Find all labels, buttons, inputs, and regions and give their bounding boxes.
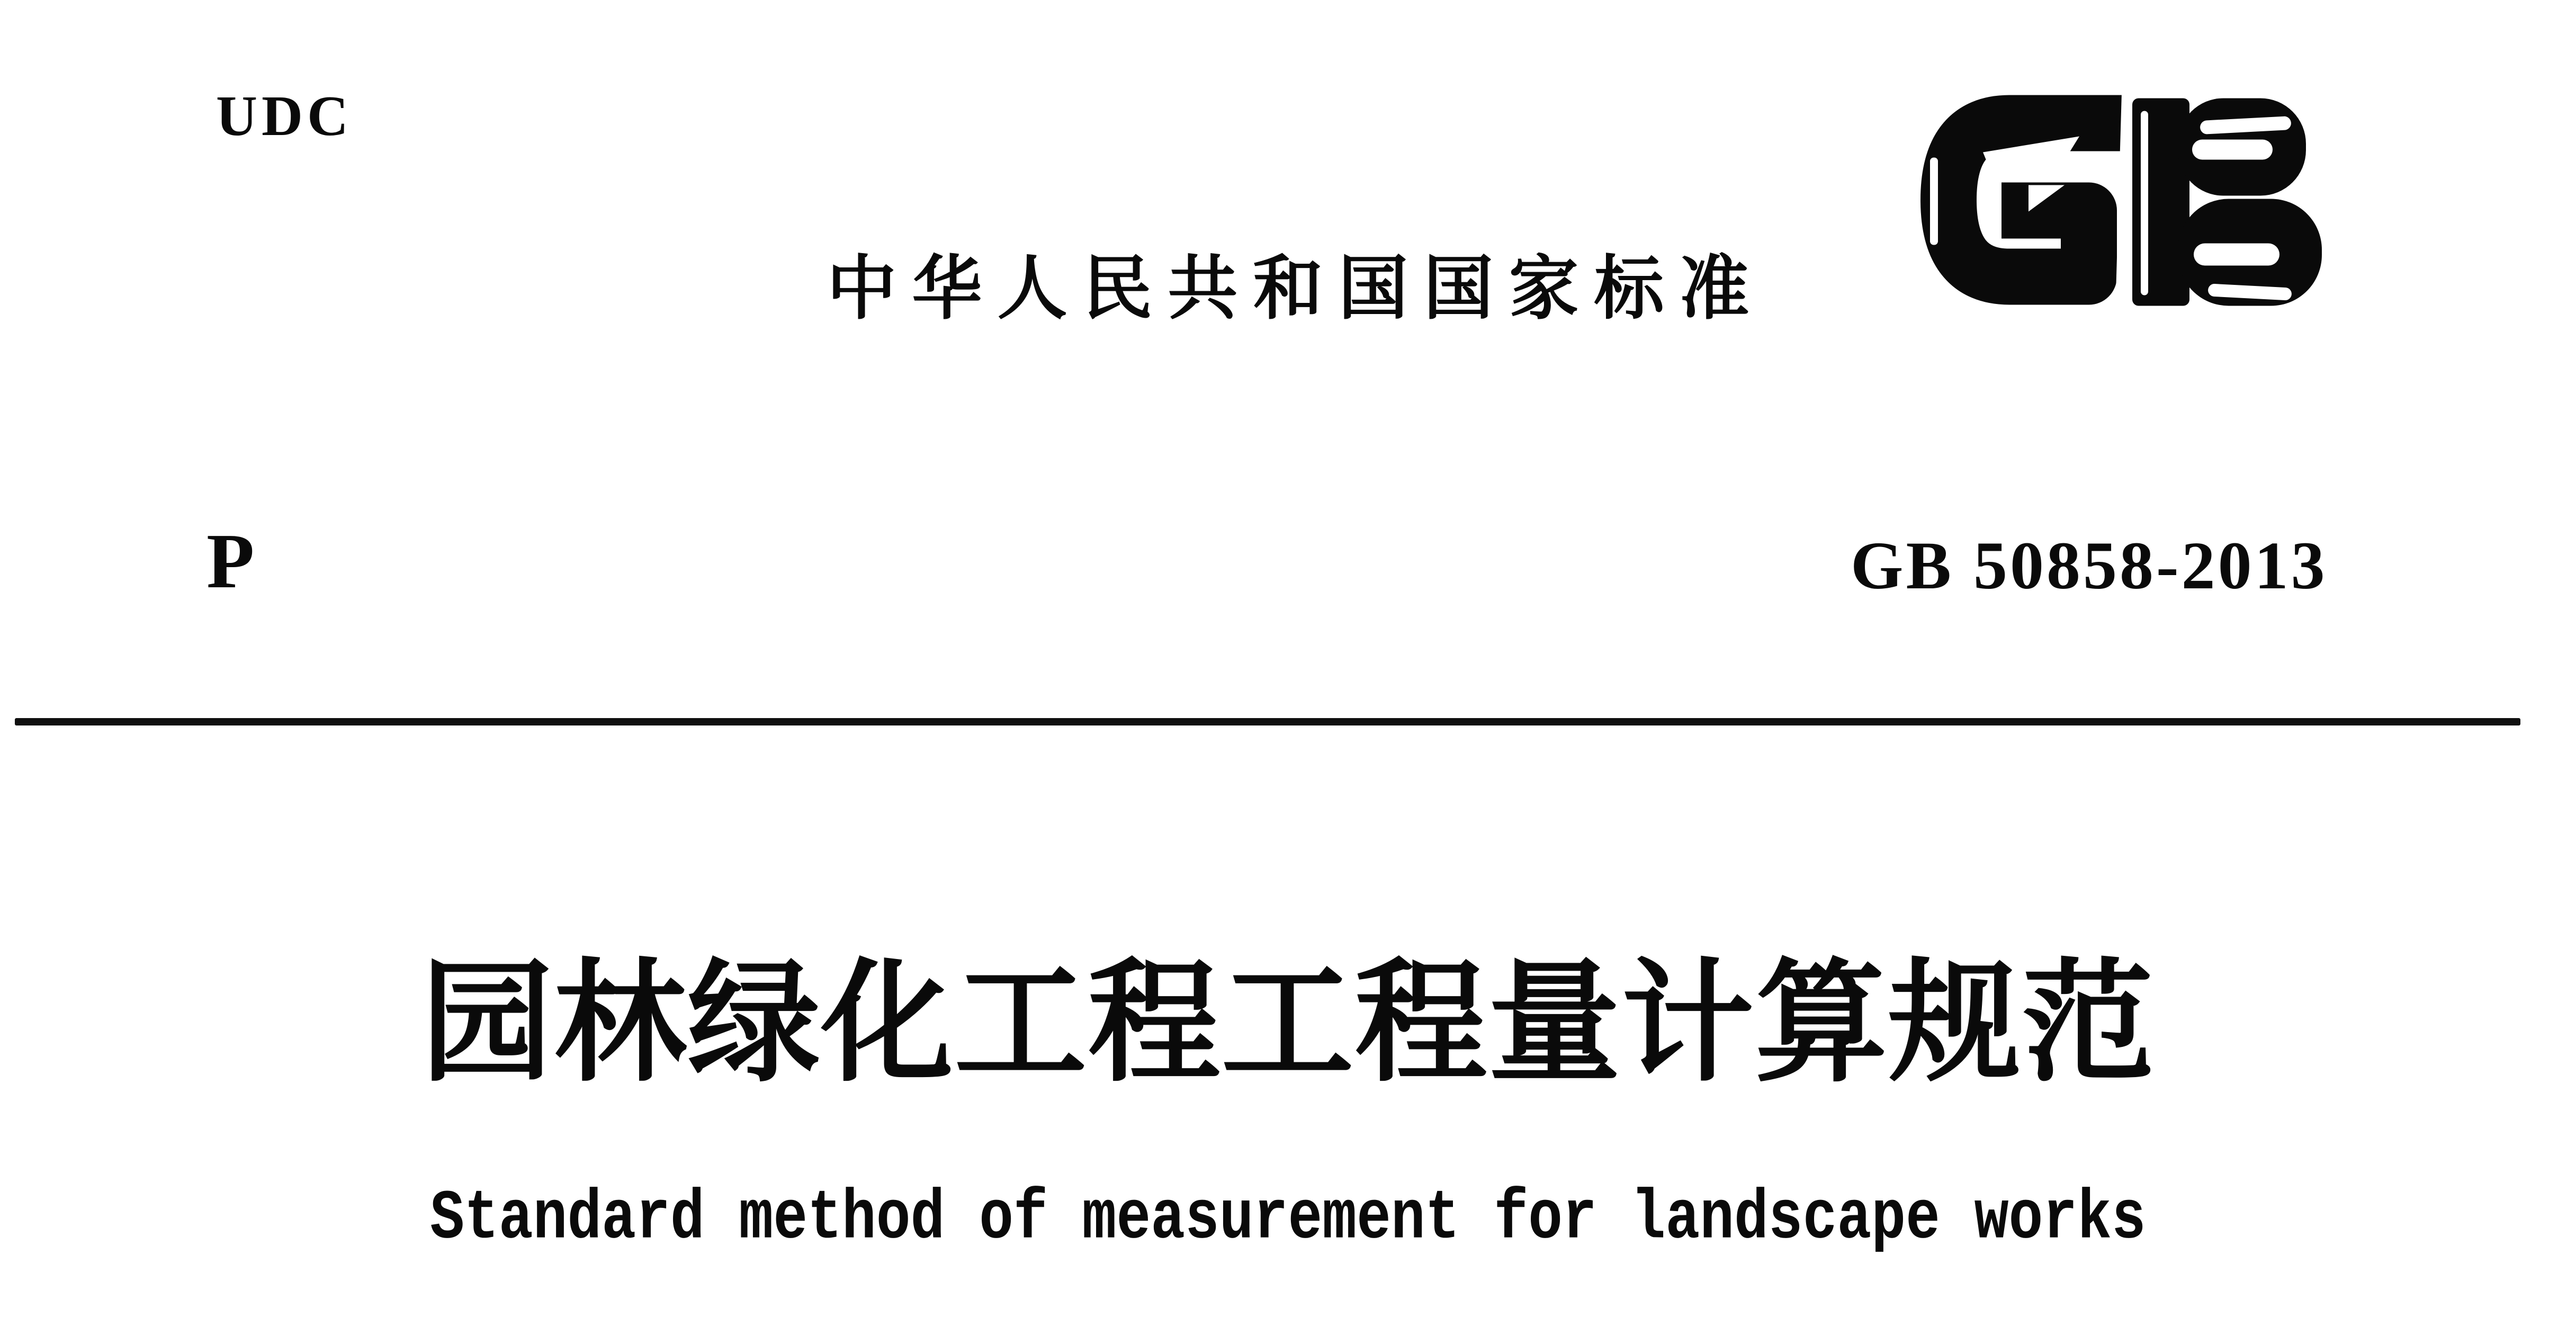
- udc-label: UDC: [216, 85, 353, 148]
- classification-code: P: [207, 518, 255, 605]
- title-english-text: Standard method of measurement for landscape works: [430, 1180, 2146, 1259]
- title-chinese: 园林绿化工程工程量计算规范: [420, 951, 2156, 1098]
- national-standard-heading: 中华人民共和国国家标准: [827, 248, 1765, 329]
- divider-rule: [15, 718, 2520, 725]
- standard-number: GB 50858-2013: [1851, 528, 2328, 603]
- gb-logo: [1904, 74, 2340, 328]
- title-english: [0, 1180, 2576, 1259]
- gb-logo-graphic: [1904, 74, 2340, 328]
